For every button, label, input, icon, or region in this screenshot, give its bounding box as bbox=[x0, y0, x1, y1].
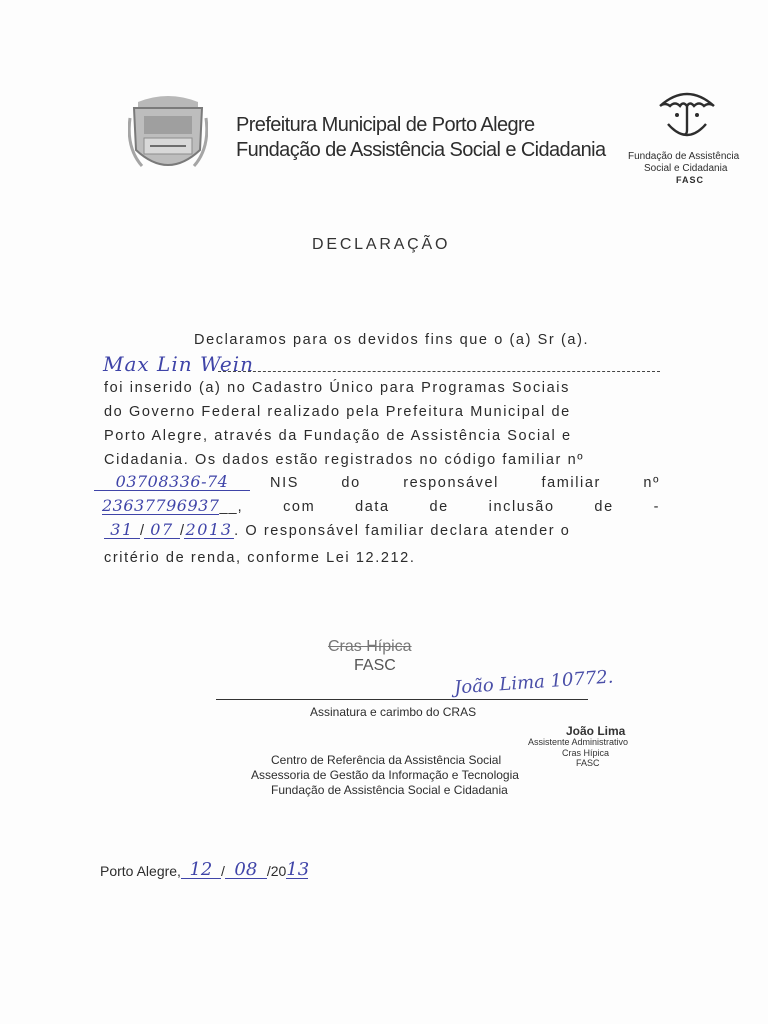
name-line bbox=[103, 354, 660, 376]
body-line-10: critério de renda, conforme Lei 12.212. bbox=[104, 550, 416, 566]
cras-stamp-struck-text: Cras Hípica bbox=[328, 638, 412, 655]
fasc-logo-caption-3: FASC bbox=[676, 175, 705, 185]
signature-caption: Assinatura e carimbo do CRAS bbox=[310, 705, 477, 719]
body-line-7 bbox=[94, 474, 660, 491]
nis-word: do bbox=[341, 475, 361, 491]
coat-of-arms-logo bbox=[128, 88, 208, 180]
nis-word: responsável bbox=[403, 475, 499, 491]
family-code: 03708336-74 bbox=[94, 474, 250, 491]
nis-dashes: __ bbox=[219, 499, 238, 515]
inclusion-words bbox=[238, 499, 660, 515]
place-label: Porto Alegre, bbox=[100, 863, 181, 879]
date-slash: / bbox=[180, 523, 185, 539]
body-line-5: Porto Alegre, através da Fundação de Assistência Social e bbox=[104, 428, 572, 444]
body-line-8 bbox=[102, 498, 660, 515]
date-day: 12 bbox=[181, 862, 221, 879]
nis-word: nº bbox=[643, 475, 660, 491]
fasc-umbrella-logo bbox=[654, 84, 720, 148]
inclusion-word: - bbox=[653, 499, 660, 515]
city-hall-title: Prefeitura Municipal de Porto Alegre bbox=[236, 114, 535, 136]
body-line-9-rest: . O responsável familiar declara atender o bbox=[234, 523, 571, 539]
nis-words bbox=[270, 475, 660, 491]
body-line-4: do Governo Federal realizado pela Prefeitura Municipal de bbox=[104, 404, 571, 420]
handwritten-name: Max Lin Wein bbox=[103, 352, 254, 376]
body-line-3: foi inserido (a) no Cadastro Único para Programas Sociais bbox=[104, 380, 570, 396]
staff-name: João Lima bbox=[566, 724, 626, 738]
inclusion-year: 2013 bbox=[185, 520, 233, 539]
nis-word: familiar bbox=[541, 475, 601, 491]
staff-org: FASC bbox=[576, 758, 600, 768]
cras-stamp-fasc: FASC bbox=[354, 657, 396, 674]
date-slash: / bbox=[220, 863, 225, 879]
date-year-prefix: /20 bbox=[266, 863, 287, 879]
handwritten-signature: João Lima 10772. bbox=[453, 666, 615, 699]
date-year-suffix: 13 bbox=[286, 859, 310, 880]
inclusion-word: de bbox=[594, 499, 614, 515]
footer-line-1: Centro de Referência da Assistência Social bbox=[271, 753, 502, 767]
inclusion-word: com bbox=[283, 499, 316, 515]
date-month: 08 bbox=[225, 862, 267, 879]
signature-line bbox=[216, 699, 588, 700]
body-line-1: Declaramos para os devidos fins que o (a) Sr (a). bbox=[194, 332, 590, 348]
inclusion-month: 07 bbox=[144, 522, 180, 539]
foundation-title: Fundação de Assistência Social e Cidadania bbox=[236, 139, 606, 161]
inclusion-day: 31 bbox=[104, 522, 140, 539]
body-line-9 bbox=[104, 522, 570, 539]
fasc-logo-caption-2: Social e Cidadania bbox=[644, 163, 728, 174]
inclusion-word: data bbox=[355, 499, 390, 515]
name-dashed-line bbox=[218, 371, 660, 372]
place-date bbox=[100, 859, 310, 880]
inclusion-word: , bbox=[237, 499, 244, 515]
cras-stamp-struck bbox=[328, 638, 412, 656]
footer-line-2: Assessoria de Gestão da Informação e Tecnologia bbox=[251, 768, 519, 782]
inclusion-word: de bbox=[429, 499, 449, 515]
date-slash: / bbox=[140, 523, 145, 539]
staff-role: Assistente Administrativo bbox=[528, 737, 629, 747]
document-title: DECLARAÇÃO bbox=[312, 236, 451, 253]
body-line-6: Cidadania. Os dados estão registrados no código familiar nº bbox=[104, 452, 585, 468]
nis-word: NIS bbox=[270, 475, 299, 491]
footer-line-3: Fundação de Assistência Social e Cidadania bbox=[271, 783, 508, 797]
inclusion-word: inclusão bbox=[488, 499, 555, 515]
nis-number: 23637796937 bbox=[102, 496, 220, 515]
staff-unit: Cras Hípica bbox=[562, 748, 610, 758]
fasc-logo-caption-1: Fundação de Assistência bbox=[628, 151, 740, 162]
